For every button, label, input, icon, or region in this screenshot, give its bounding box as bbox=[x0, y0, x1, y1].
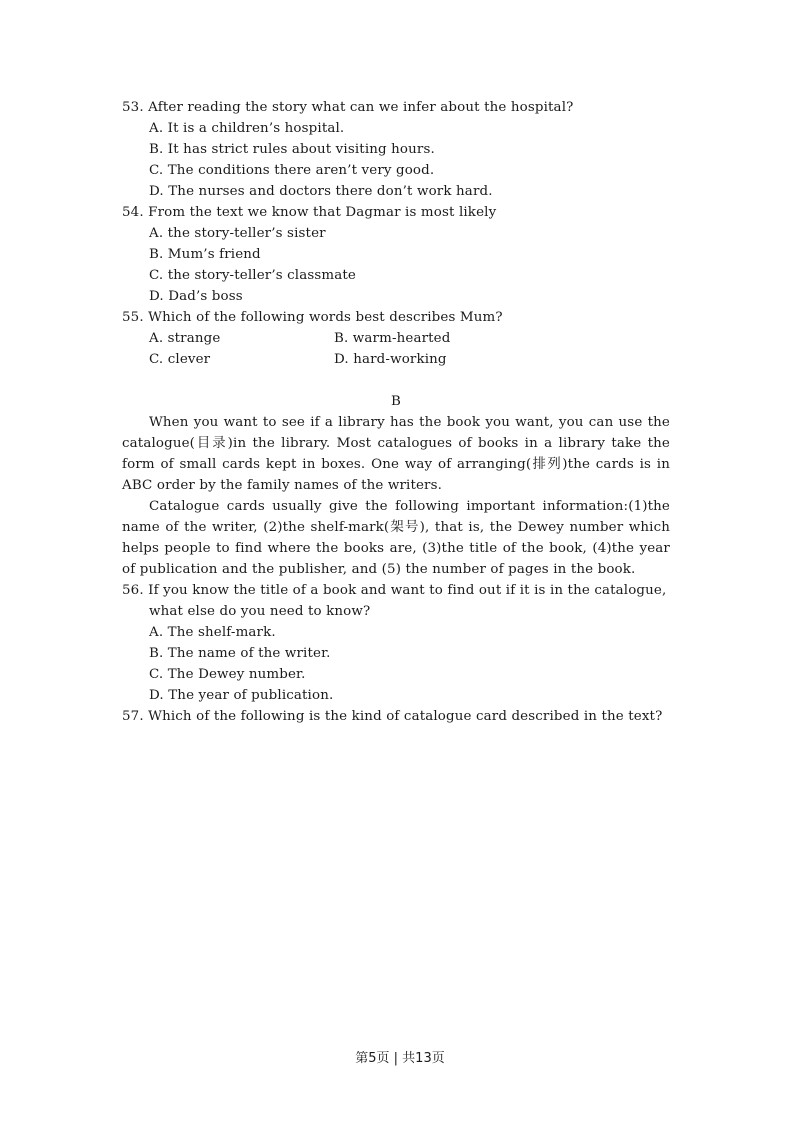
option-row bbox=[149, 328, 670, 349]
passage-paragraph: When you want to see if a library has the book you want, you can use the catalogue(目录)in the library. Most catalogues of books in a library take the form of small cards kept in boxes. One way of arranging(排列)the cards is in ABC order by the family names of the writers. bbox=[122, 415, 670, 493]
question-stem: 53. After reading the story what can we infer about the hospital? bbox=[122, 100, 574, 115]
option-c: C. The conditions there aren’t very good. bbox=[149, 163, 435, 178]
question-stem: 55. Which of the following words best describes Mum? bbox=[122, 310, 503, 325]
question-57 bbox=[122, 706, 670, 727]
question-54 bbox=[122, 202, 670, 307]
option-c: C. the story-teller’s classmate bbox=[149, 268, 356, 283]
option-row bbox=[149, 349, 670, 370]
option-c: C. clever bbox=[149, 352, 211, 367]
question-55 bbox=[122, 307, 670, 370]
section-title-b: B bbox=[391, 394, 401, 409]
option-d: D. Dad’s boss bbox=[149, 289, 243, 304]
option-c: C. The Dewey number. bbox=[149, 667, 306, 682]
question-53 bbox=[122, 97, 670, 202]
option-d: D. The year of publication. bbox=[149, 688, 334, 703]
option-d: D. hard-working bbox=[334, 352, 447, 367]
question-stem: 54. From the text we know that Dagmar is most likely bbox=[122, 205, 497, 220]
option-b: B. The name of the writer. bbox=[149, 646, 331, 661]
page-content bbox=[122, 97, 670, 727]
page-footer: 第5页 | 共13页 bbox=[355, 1051, 445, 1066]
option-a: A. strange bbox=[149, 331, 221, 346]
option-b: B. warm-hearted bbox=[334, 331, 451, 346]
option-a: A. The shelf-mark. bbox=[149, 625, 276, 640]
option-b: B. It has strict rules about visiting hours. bbox=[149, 142, 435, 157]
option-d: D. The nurses and doctors there don’t work hard. bbox=[149, 184, 493, 199]
option-b: B. Mum’s friend bbox=[149, 247, 261, 262]
option-a: A. the story-teller’s sister bbox=[149, 226, 326, 241]
option-a: A. It is a children’s hospital. bbox=[149, 121, 345, 136]
question-56 bbox=[122, 580, 670, 706]
passage-paragraph: Catalogue cards usually give the following important information:(1)the name of the writer, (2)the shelf-mark(架号), that is, the Dewey number which helps people to find where the books are, (3)the title of the book, (4)the year of publication and the publisher, and (5) the number of pages in the book. bbox=[122, 499, 670, 577]
question-stem: 56. If you know the title of a book and want to find out if it is in the catalogue, bbox=[122, 583, 667, 598]
question-stem: 57. Which of the following is the kind of catalogue card described in the text? bbox=[122, 709, 663, 724]
question-stem-continuation: what else do you need to know? bbox=[149, 604, 371, 619]
